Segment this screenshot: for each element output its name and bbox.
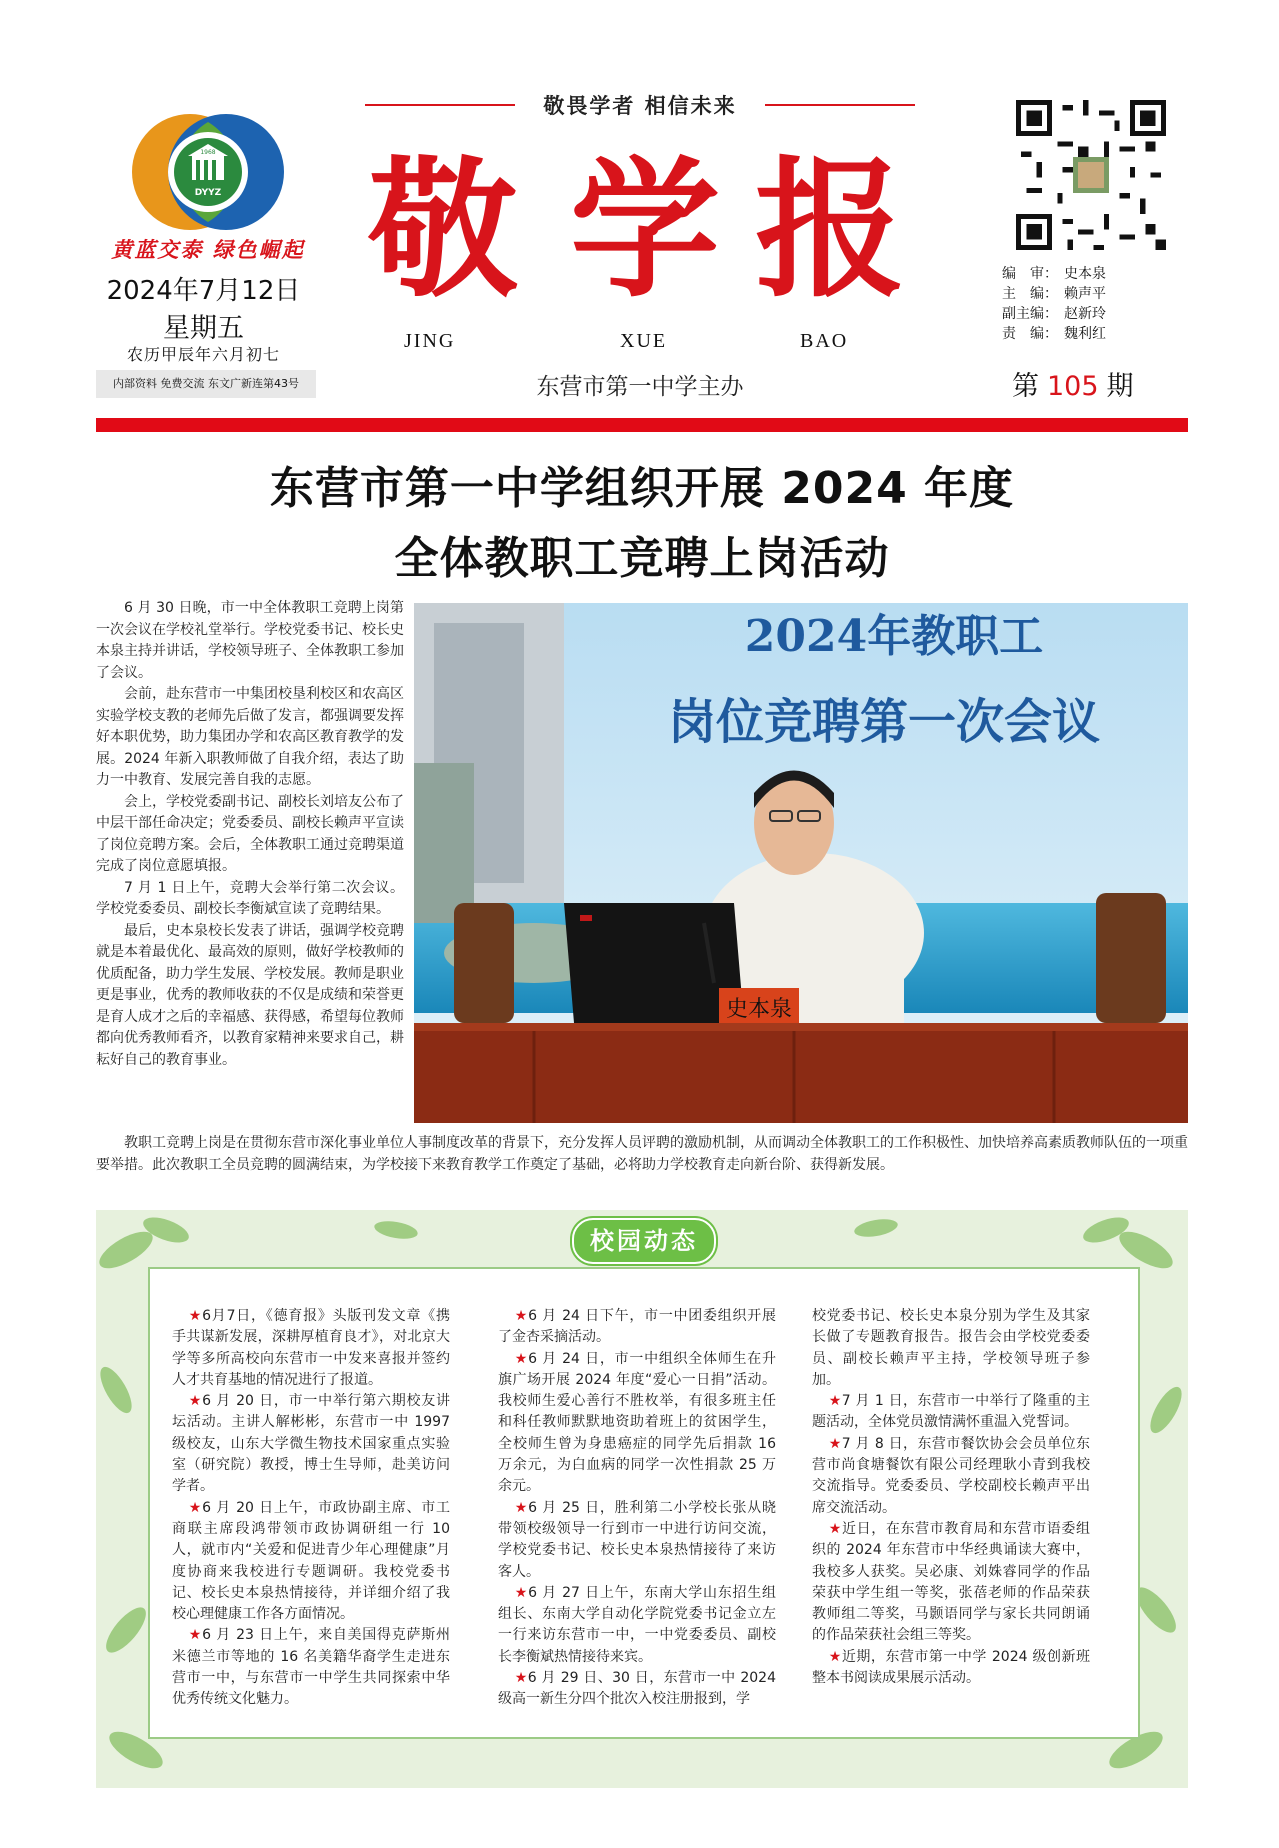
staff-role: 主 编： xyxy=(1002,286,1058,302)
star-icon: ★ xyxy=(828,1520,842,1537)
article-paragraph: 会上，学校党委副书记、副校长刘培友公布了中层干部任命决定；党委委员、副校长赖声平宣读了岗位竞聘方案。会后，全体教职工通过竞聘渠道完成了岗位意愿填报。 xyxy=(96,793,404,874)
news-item xyxy=(498,1498,776,1583)
nameplate-text: 史本泉 xyxy=(725,997,793,1022)
news-item xyxy=(812,1391,1090,1434)
title-char-jing: 敬 xyxy=(368,142,519,318)
school-motto: 黄蓝交泰 绿色崛起 xyxy=(111,237,305,262)
pinyin-bao: BAO xyxy=(800,330,849,352)
star-icon: ★ xyxy=(514,1499,529,1516)
campus-news-title: 校园动态 xyxy=(572,1218,716,1264)
article-paragraph: 6 月 30 日晚，市一中全体教职工竞聘上岗第一次会议在学校礼堂举行。学校党委书记、校长史本泉主持并讲话，学校领导班子、全体教职工参加了会议。 xyxy=(96,600,404,681)
star-icon: ★ xyxy=(828,1435,842,1452)
staff-role: 责 编： xyxy=(1002,326,1058,342)
logo-year: 1968 xyxy=(200,149,216,156)
staff-row xyxy=(1002,284,1182,304)
news-text: 6 月 27 日上午，东南大学山东招生组组长、东南大学自动化学院党委书记金立左一行来访东营市一中，一中党委委员、副校长李衡斌热情接待来宾。 xyxy=(498,1584,776,1665)
banner-line-1: 2024年教职工 xyxy=(744,611,1044,662)
news-text: 7 月 8 日，东营市餐饮协会会员单位东营市尚食塘餐饮有限公司经理耿小青到我校交流指导。党委委员、学校副校长赖声平出席交流活动。 xyxy=(812,1435,1090,1516)
logo-text: DYYZ xyxy=(194,188,222,198)
banner-line-2: 岗位竞聘第一次会议 xyxy=(667,694,1101,750)
star-icon: ★ xyxy=(188,1627,203,1644)
staff-name: 史本泉 xyxy=(1064,266,1106,282)
article-closing xyxy=(96,1133,1188,1176)
star-icon: ★ xyxy=(514,1584,529,1601)
lunar-date: 农历甲辰年六月初七 xyxy=(126,345,280,364)
news-text: 近日，在东营市教育局和东营市语委组织的 2024 年东营市中华经典诵读大赛中，我校多人获奖。吴必康、刘姝睿同学的作品荣获中学生组一等奖，张蓓老师的作品荣获教师组二等奖，马颢语同学与家长共同朗诵的作品荣获社会组三等奖。 xyxy=(812,1520,1090,1644)
news-text: 6 月 24 日下午，市一中团委组织开展了金杏采摘活动。 xyxy=(498,1308,776,1346)
issue-number: 105 xyxy=(1047,371,1099,402)
news-text: 近期，东营市第一中学 2024 级创新班整本书阅读成果展示活动。 xyxy=(812,1648,1090,1687)
news-item xyxy=(812,1434,1090,1519)
star-icon: ★ xyxy=(514,1350,529,1367)
pinyin-jing: JING xyxy=(404,330,456,352)
staff-name: 赖声平 xyxy=(1064,286,1106,302)
article-paragraph: 最后，史本泉校长发表了讲话，强调学校竞聘就是本着最优化、最高效的原则，做好学校教师的优质配备，助力学生发展、学校发展。教师是职业更是事业，优秀的教师收获的不仅是成绩和荣誉更是育人成才之后的幸福感、获得感，希望每位教师都向优秀教师看齐，以教育家精神来要求自己，耕耘好自己的教育事业。 xyxy=(96,922,404,1068)
slogan-rule-right xyxy=(765,104,915,106)
star-icon: ★ xyxy=(828,1648,842,1665)
news-item xyxy=(498,1668,776,1711)
news-text: 6 月 29 日、30 日，东营市一中 2024 级高一新生分四个批次入校注册报到，学 xyxy=(498,1670,776,1708)
pinyin-xue: XUE xyxy=(620,330,668,352)
staff-role: 副主编： xyxy=(1002,306,1058,322)
editorial-staff xyxy=(1002,264,1182,344)
issue-suffix: 期 xyxy=(1106,371,1134,402)
meeting-photo xyxy=(414,603,1188,1123)
article-paragraph: 7 月 1 日上午，竞聘大会举行第二次会议。学校党委委员、副校长李衡斌宣读了竞聘结果。 xyxy=(96,879,404,917)
news-text: 6 月 24 日，市一中组织全体师生在升旗广场开展 2024 年度“爱心一日捐”活动。我校师生爱心善行不胜枚举，有很多班主任和科任教师默默地资助着班上的贫困学生，全校师生曾为身患癌症的同学先后捐款 16 万余元，为白血病的同学一次性捐款 25 万余元。 xyxy=(498,1350,776,1495)
staff-row xyxy=(1002,324,1182,344)
news-item xyxy=(498,1349,776,1498)
issue-date: 2024年7月12日 xyxy=(106,276,301,306)
masthead-divider xyxy=(96,418,1188,432)
star-icon: ★ xyxy=(188,1308,203,1324)
article-paragraph: 会前，赴东营市一中集团校垦利校区和农高区实验学校支教的老师先后做了发言，都强调要发挥好本职优势，助力集团办学和农高区教育教学的发展。2024 年新入职教师做了自我介绍，表达了助力一中教育、发展完善自我的志愿。 xyxy=(96,686,404,788)
news-text: 6 月 25 日，胜利第二小学校长张从晓带领校级领导一行到市一中进行访问交流，学校党委书记、校长史本泉热情接待了来访客人。 xyxy=(498,1499,776,1580)
slogan: 敬畏学者 相信未来 xyxy=(543,94,737,118)
news-item xyxy=(498,1583,776,1668)
news-item xyxy=(172,1498,450,1626)
article-paragraph: 教职工竞聘上岗是在贯彻东营市深化事业单位人事制度改革的背景下，充分发挥人员评聘的激励机制，从而调动全体教职工的工作积极性、加快培养高素质教师队伍的一项重要举措。此次教职工全员竞聘的圆满结束，为学校接下来教育教学工作奠定了基础，必将助力学校教育走向新台阶、获得新发展。 xyxy=(96,1135,1188,1173)
title-char-xue: 学 xyxy=(570,142,721,318)
news-item xyxy=(172,1625,450,1710)
news-text: 6 月 23 日上午，来自美国得克萨斯州米德兰市等地的 16 名美籍华裔学生走进东营市一中，与东营市一中学生共同探索中华优秀传统文化魅力。 xyxy=(172,1627,450,1708)
issue-weekday: 星期五 xyxy=(163,313,244,344)
headline-line-1: 东营市第一中学组织开展 2024 年度 xyxy=(269,463,1015,514)
news-item xyxy=(498,1306,776,1349)
slogan-rule-left xyxy=(365,104,515,106)
news-text: 7 月 1 日，东营市一中举行了隆重的主题活动，全体党员激情满怀重温入党誓词。 xyxy=(812,1393,1090,1431)
news-item xyxy=(812,1519,1090,1647)
qr-code[interactable] xyxy=(1016,100,1166,250)
staff-row xyxy=(1002,264,1182,284)
news-item xyxy=(812,1647,1090,1690)
campus-news-column-2 xyxy=(498,1306,776,1711)
headline-line-2: 全体教职工竞聘上岗活动 xyxy=(394,533,890,584)
star-icon: ★ xyxy=(514,1670,528,1687)
news-item xyxy=(172,1306,450,1391)
news-item xyxy=(172,1391,450,1497)
staff-role: 编 审： xyxy=(1002,266,1058,282)
staff-row xyxy=(1002,304,1182,324)
issue-prefix: 第 xyxy=(1012,371,1039,402)
article-body xyxy=(96,598,404,1071)
campus-news-column-1 xyxy=(172,1306,450,1711)
staff-name: 赵新玲 xyxy=(1064,306,1106,322)
news-item-continued: 校党委书记、校长史本泉分别为学生及其家长做了专题教育报告。报告会由学校党委委员、副校长赖声平主持，学校领导班子参加。 xyxy=(812,1308,1090,1388)
star-icon: ★ xyxy=(828,1393,842,1410)
star-icon: ★ xyxy=(514,1308,529,1324)
star-icon: ★ xyxy=(188,1499,203,1516)
internal-note: 内部资料 免费交流 东文广新连第43号 xyxy=(96,370,316,398)
host-organization: 东营市第一中学主办 xyxy=(536,374,744,400)
issue-number-label xyxy=(1012,364,1187,403)
news-text: 6 月 20 日上午，市政协副主席、市工商联主席段鸿带领市政协调研组一行 10 人，就市内“关爱和促进青少年心理健康”月度协商来我校进行专题调研。我校党委书记、校长史本泉热情接待，并详细介绍了我校心理健康工作各方面情况。 xyxy=(172,1499,450,1623)
school-logo xyxy=(128,92,288,252)
campus-news-column-3 xyxy=(812,1306,1090,1689)
news-text: 6 月 20 日，市一中举行第六期校友讲坛活动。主讲人解彬彬，东营市一中 1997 级校友，山东大学微生物技术国家重点实验室（研究院）教授，博士生导师，赴美访问学者。 xyxy=(172,1393,450,1495)
news-text: 6月7日，《德育报》头版刊发文章《携手共谋新发展，深耕厚植育良才》，对北京大学等多所高校向东营市一中发来喜报并签约人才共育基地的情况进行了报道。 xyxy=(172,1308,450,1388)
title-char-bao: 报 xyxy=(755,142,906,318)
star-icon: ★ xyxy=(188,1393,203,1410)
staff-name: 魏利红 xyxy=(1064,326,1106,342)
